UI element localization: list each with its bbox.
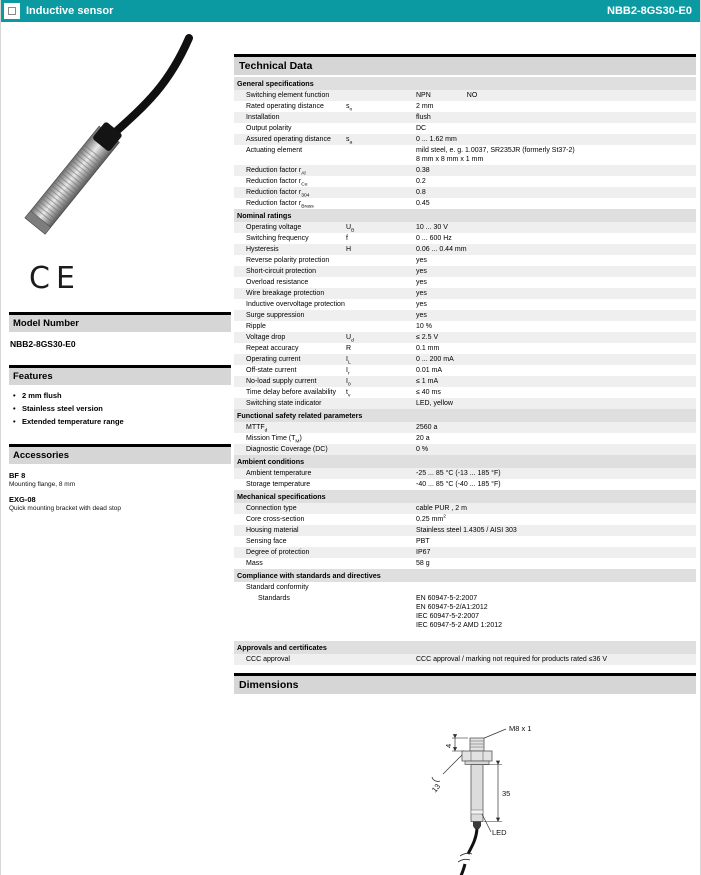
spec-symbol: [346, 480, 416, 489]
spec-label: Switching state indicator: [246, 400, 322, 407]
spec-label: Housing material: [246, 527, 299, 534]
spec-value: EN 60947-5-2:2007 EN 60947-5-2/A1:2012 IEC 60947-5-2:2007 IEC 60947-5-2 AMD 1:2012: [416, 595, 502, 629]
spec-row: [234, 593, 696, 631]
spec-value: LED, yellow: [416, 400, 453, 407]
spec-label: Reduction factor $r_{Cu}$: [246, 178, 308, 188]
spec-label: No-load supply current: [246, 378, 317, 385]
dim-thread-label: M8 x 1: [509, 724, 532, 733]
header-model-number: NBB2-8GS30-E0: [607, 5, 692, 17]
led-leader: [482, 814, 491, 832]
spec-value: 2 mm: [416, 103, 434, 110]
accessory-name: EXG-08: [9, 495, 36, 504]
product-photo-image: [9, 32, 223, 250]
spec-row: [234, 266, 696, 277]
spec-label: $MTTF_d$: [246, 424, 268, 434]
drawing-hex-nut: [462, 751, 492, 761]
spec-value: NPN NO: [416, 92, 478, 99]
spec-value: -25 ... 85 °C (-13 ... 185 °F): [416, 470, 501, 477]
section-title: Approvals and certificates: [234, 641, 696, 654]
spec-label: Diagnostic Coverage (DC): [246, 446, 328, 453]
spec-symbol: $s_a$: [346, 136, 353, 146]
spec-value: cable PUR , 2 m: [416, 505, 467, 512]
spec-row: [234, 198, 696, 209]
spec-label: Mission Time $(T_M)$: [246, 435, 302, 445]
spec-row: [234, 222, 696, 233]
cable-break-symbol: [458, 853, 472, 862]
spec-value: 0 ... 600 Hz: [416, 235, 452, 242]
spec-value: PBT: [416, 538, 430, 545]
spec-label: Off-state current: [246, 367, 297, 374]
dim4-label: 4: [444, 743, 453, 748]
spec-row: [234, 134, 696, 145]
spec-value: flush: [416, 114, 431, 121]
spec-value: yes: [416, 290, 427, 297]
dimension-diagram: [402, 722, 602, 875]
spec-symbol: [346, 322, 416, 331]
accessory-description: Quick mounting bracket with dead stop: [9, 505, 122, 512]
spec-label: Short-circuit protection: [246, 268, 317, 275]
spec-value: 0 %: [416, 446, 429, 453]
spec-symbol: [346, 515, 416, 524]
spec-row: [234, 299, 696, 310]
spec-label: Switching element function: [246, 92, 330, 99]
section-title: Nominal ratings: [234, 209, 696, 222]
spec-label: Reverse polarity protection: [246, 257, 330, 264]
spec-label: CCC approval: [246, 656, 290, 663]
bullet-icon: •: [13, 404, 16, 413]
spec-label: Rated operating distance: [246, 103, 324, 110]
spec-symbol: [346, 399, 416, 408]
spec-value: ≤ 1 mA: [416, 378, 439, 385]
spec-row: [234, 165, 696, 176]
spec-symbol: R: [346, 345, 352, 352]
drawing-thread: [470, 738, 484, 751]
spec-label: Assured operating distance: [246, 136, 331, 143]
spec-row: [234, 187, 696, 198]
spec-symbol: [346, 655, 416, 664]
spec-value: 0 ... 1.62 mm: [416, 136, 457, 143]
inductive-sensor-icon: [4, 3, 20, 19]
accessories-heading: Accessories: [9, 444, 231, 464]
spec-row: [234, 433, 696, 444]
spec-row: [234, 558, 696, 569]
features-list: [9, 385, 231, 428]
page-title: Inductive sensor: [26, 5, 114, 17]
bullet-icon: •: [13, 391, 16, 400]
spec-symbol: [346, 267, 416, 276]
feature-item: • 2 mm flush: [13, 391, 62, 400]
spec-symbol: $I_L$: [346, 356, 351, 366]
spec-value: 0.25 $mm^2$: [416, 514, 446, 523]
spec-symbol: [346, 445, 416, 454]
spec-symbol: f: [346, 235, 348, 242]
spec-row: [234, 112, 696, 123]
dimensions-drawing: [234, 696, 696, 875]
section-gap: [234, 631, 696, 641]
spec-value: yes: [416, 301, 427, 308]
spec-row: [234, 244, 696, 255]
spec-symbol: [346, 166, 416, 175]
spec-row: [234, 422, 696, 433]
spec-label: Time delay before availability: [246, 389, 337, 396]
spec-label: Standard conformity: [246, 584, 309, 591]
accessory-description: Mounting flange, 8 mm: [9, 481, 76, 488]
spec-value: DC: [416, 125, 427, 132]
spec-symbol: $s_n$: [346, 103, 353, 113]
section-title: Functional safety related parameters: [234, 409, 696, 422]
spec-symbol: [346, 537, 416, 546]
spec-symbol: [346, 113, 416, 122]
spec-symbol: [346, 146, 416, 164]
spec-label: Surge suppression: [246, 312, 305, 319]
feature-item: • Stainless steel version: [13, 404, 103, 413]
page-content: [1, 22, 700, 875]
spec-label: Voltage drop: [246, 334, 286, 341]
spec-label: Ambient temperature: [246, 470, 312, 477]
section-title: Compliance with standards and directives: [234, 569, 696, 582]
spec-label: Operating current: [246, 356, 301, 363]
spec-value: 10 ... 30 V: [416, 224, 448, 231]
spec-label: Ripple: [246, 323, 266, 330]
spec-row: [234, 365, 696, 376]
spec-symbol: [346, 177, 416, 186]
model-number-section: [9, 312, 231, 349]
spec-symbol: [346, 199, 416, 208]
spec-value: yes: [416, 312, 427, 319]
spec-value: 0.38: [416, 167, 430, 174]
spec-label: Output polarity: [246, 125, 292, 132]
spec-label: Repeat accuracy: [246, 345, 299, 352]
spec-row: [234, 503, 696, 514]
spec-row: [234, 376, 696, 387]
left-column: [9, 28, 231, 875]
spec-label: Reduction factor $r_{Brass}$: [246, 200, 314, 210]
spec-value: 58 g: [416, 560, 430, 567]
spec-label: Mass: [246, 560, 263, 567]
spec-symbol: $I_r$: [346, 367, 350, 377]
technical-data-table: [234, 77, 696, 665]
spec-row: [234, 101, 696, 112]
spec-symbol: [346, 594, 416, 630]
spec-row: [234, 233, 696, 244]
spec-symbol: [346, 548, 416, 557]
spec-row: [234, 90, 696, 101]
section-title: Ambient conditions: [234, 455, 696, 468]
spec-symbol: [346, 469, 416, 478]
spec-row: [234, 321, 696, 332]
spec-value: 10 %: [416, 323, 432, 330]
spec-label: Operating voltage: [246, 224, 302, 231]
spec-row: [234, 536, 696, 547]
spec-symbol: [346, 278, 416, 287]
drawing-cable-gland: [473, 822, 481, 830]
spec-symbol: $I_0$: [346, 378, 351, 388]
spec-row: [234, 288, 696, 299]
spec-symbol: [346, 188, 416, 197]
dim-thread-leader: [482, 729, 506, 739]
spec-symbol: [346, 311, 416, 320]
dimensions-heading: Dimensions: [234, 673, 696, 694]
spec-value: -40 ... 85 °C (-40 ... 185 °F): [416, 481, 501, 488]
spec-symbol: $t_v$: [346, 389, 351, 399]
spec-label: Connection type: [246, 505, 297, 512]
spec-symbol: [346, 124, 416, 133]
ce-mark: CE: [29, 261, 81, 296]
spec-symbol: [346, 526, 416, 535]
section-title: General specifications: [234, 77, 696, 90]
drawing-washer: [465, 761, 489, 765]
model-number-value: NBB2-8GS30-E0: [10, 339, 76, 349]
spec-symbol: $U_B$: [346, 224, 355, 234]
features-section: [9, 365, 231, 428]
spec-row: [234, 123, 696, 134]
spec-symbol: [346, 91, 416, 100]
spec-row: [234, 145, 696, 165]
spec-value: yes: [416, 268, 427, 275]
spec-row: [234, 176, 696, 187]
spec-label: Actuating element: [246, 147, 303, 154]
spec-value: 0.06 ... 0.44 mm: [416, 246, 467, 253]
spec-label: Standards: [258, 595, 290, 602]
spec-label: Reduction factor $r_{304}$: [246, 189, 310, 199]
section-title: Mechanical specifications: [234, 490, 696, 503]
spec-label: Core cross-section: [246, 516, 305, 523]
led-label: LED: [492, 828, 507, 837]
dim13-leader: [443, 755, 462, 774]
spec-row: [234, 332, 696, 343]
spec-value: CCC approval / marking not required for products rated ≤36 V: [416, 656, 607, 663]
spec-symbol: $U_d$: [346, 334, 354, 344]
spec-label: Wire breakage protection: [246, 290, 325, 297]
spec-value: 0.1 mm: [416, 345, 440, 352]
spec-value: 0.45: [416, 200, 430, 207]
accessories-list: [9, 471, 231, 512]
accessories-section: [9, 444, 231, 512]
spec-symbol: [346, 559, 416, 568]
spec-row: [234, 277, 696, 288]
spec-row: [234, 547, 696, 558]
spec-row: [234, 654, 696, 665]
technical-data-heading: Technical Data: [234, 54, 696, 75]
spec-symbol: [346, 504, 416, 513]
spec-row: [234, 255, 696, 266]
spec-value: 0.8: [416, 189, 426, 196]
spec-symbol: H: [346, 246, 352, 253]
feature-item: • Extended temperature range: [13, 417, 124, 426]
spec-label: Hysteresis: [246, 246, 279, 253]
spec-symbol: [346, 300, 416, 309]
spec-row: [234, 398, 696, 409]
wrench-flats-symbol: [432, 777, 440, 781]
spec-symbol: [346, 434, 416, 443]
dim13-label: 13: [429, 781, 443, 795]
spec-value: 20 a: [416, 435, 430, 442]
spec-row: [234, 514, 696, 525]
right-column: [234, 54, 696, 875]
spec-label: Overload resistance: [246, 279, 309, 286]
drawing-cable-lower: [459, 864, 465, 875]
spec-value: yes: [416, 257, 427, 264]
model-number-heading: Model Number: [9, 312, 231, 332]
spec-row: [234, 479, 696, 490]
drawing-led-ring: [471, 810, 483, 814]
spec-value: [416, 583, 696, 592]
spec-label: Sensing face: [246, 538, 287, 545]
spec-row: [234, 354, 696, 365]
spec-row: [234, 525, 696, 536]
product-photo: [9, 32, 231, 255]
bullet-icon: •: [13, 417, 16, 426]
spec-value: IP67: [416, 549, 431, 556]
spec-label: Switching frequency: [246, 235, 309, 242]
spec-value: mild steel, e. g. 1.0037, SR235JR (formerly St37-2) 8 mm x 8 mm x 1 mm: [416, 147, 575, 163]
page-header-bar: [1, 0, 700, 22]
spec-label: Reduction factor $r_{Al}$: [246, 167, 306, 177]
spec-symbol: [346, 289, 416, 298]
spec-value: yes: [416, 279, 427, 286]
spec-value: 0.01 mA: [416, 367, 443, 374]
spec-label: Storage temperature: [246, 481, 311, 488]
accessory-name: BF 8: [9, 471, 26, 480]
dim35-label: 35: [502, 789, 511, 798]
spec-value: 0 ... 200 mA: [416, 356, 454, 363]
spec-symbol: [346, 423, 416, 432]
spec-label: Installation: [246, 114, 280, 121]
spec-row: [234, 468, 696, 479]
features-heading: Features: [9, 365, 231, 385]
sensor-cable: [111, 38, 189, 136]
spec-symbol: [346, 256, 416, 265]
spec-row: [234, 444, 696, 455]
spec-value: 2560 a: [416, 424, 438, 431]
spec-value: ≤ 40 ms: [416, 389, 441, 396]
spec-value: Stainless steel 1.4305 / AISI 303: [416, 527, 517, 534]
spec-label: Degree of protection: [246, 549, 310, 556]
spec-label: Inductive overvoltage protection: [246, 301, 345, 308]
spec-value: 0.2: [416, 178, 426, 185]
spec-value: ≤ 2.5 V: [416, 334, 439, 341]
spec-row: [234, 582, 696, 593]
spec-row: [234, 310, 696, 321]
spec-symbol: [346, 583, 416, 592]
spec-row: [234, 343, 696, 354]
spec-row: [234, 387, 696, 398]
drawing-cable-upper: [468, 829, 477, 854]
